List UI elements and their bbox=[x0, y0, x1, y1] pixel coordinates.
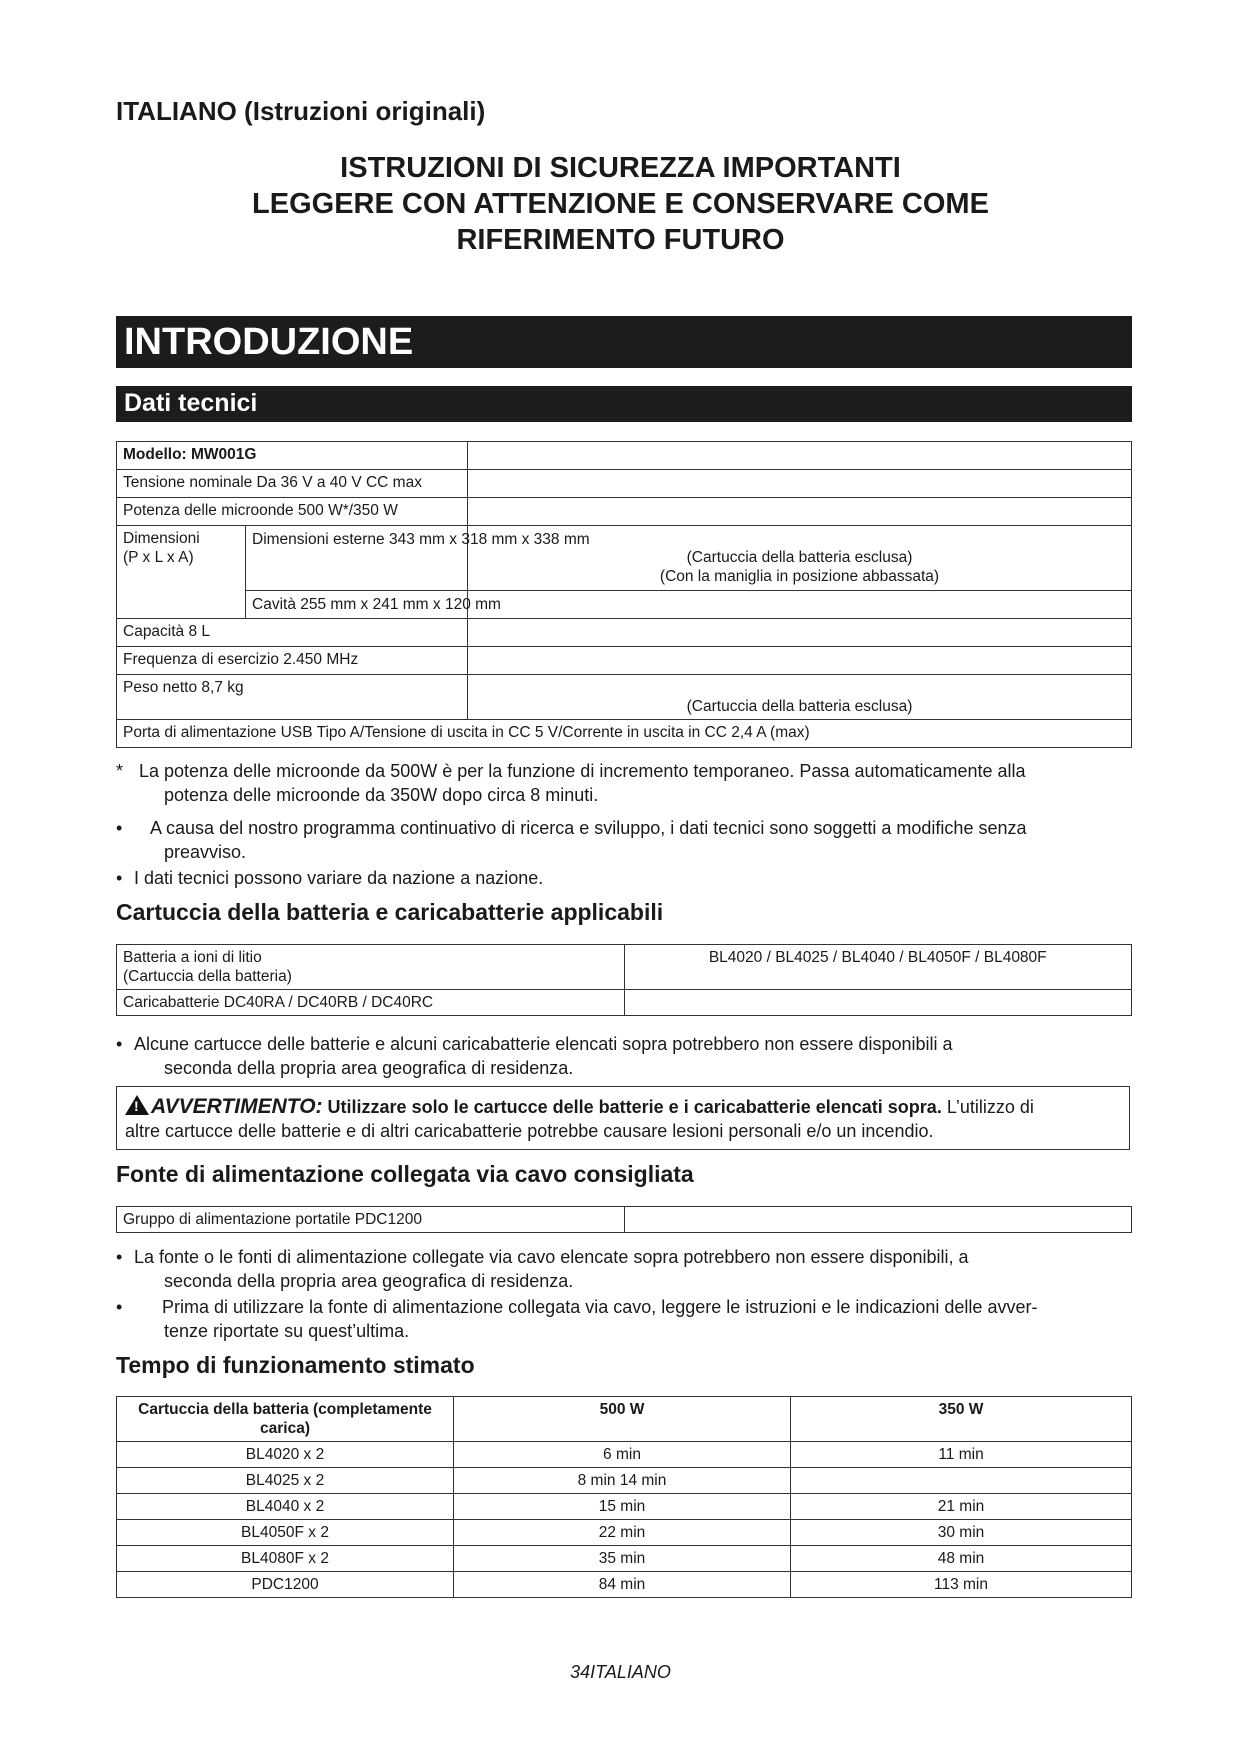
spec-voltage: Tensione nominale Da 36 V a 40 V CC max bbox=[117, 470, 468, 498]
runtime-cell: PDC1200 bbox=[117, 1572, 454, 1598]
spec-frequency: Frequenza di esercizio 2.450 MHz bbox=[117, 647, 468, 675]
runtime-cell: 84 min bbox=[454, 1572, 791, 1598]
table-row bbox=[117, 498, 1132, 526]
table-row bbox=[117, 619, 1132, 647]
spec-table bbox=[116, 441, 1132, 748]
note-text: seconda della propria area geografica di residenza. bbox=[164, 1271, 574, 1291]
spec-note bbox=[116, 866, 1126, 890]
table-row bbox=[117, 990, 1132, 1016]
note-text: tenze riportate su quest’ultima. bbox=[164, 1321, 410, 1341]
dimensions-sub: (P x L x A) bbox=[123, 549, 194, 566]
warning-icon: ! bbox=[125, 1095, 149, 1115]
note-mark: * bbox=[116, 761, 124, 781]
cable-note: • La fonte o le fonti di alimentazione collegate via cavo elencate sopra potrebbero non essere disponibili, a seconda della propria area geografica di residenza. bbox=[116, 1245, 1126, 1293]
external-text: Dimensioni esterne 343 mm x 318 mm x 338 mm bbox=[252, 531, 590, 548]
table-row bbox=[117, 945, 1132, 990]
cable-source: Gruppo di alimentazione portatile PDC1200 bbox=[117, 1207, 625, 1233]
runtime-cell: 8 min 14 min bbox=[454, 1468, 791, 1494]
note-text: I dati tecnici possono variare da nazione a nazione. bbox=[134, 868, 544, 888]
warning-text: altre cartucce delle batterie e di altri caricabatterie potrebbe causare lesioni personali e/o un incendio. bbox=[125, 1121, 934, 1141]
spec-model: Modello: MW001G bbox=[117, 442, 468, 470]
runtime-header: 350 W bbox=[791, 1397, 1132, 1442]
runtime-section-title: Tempo di funzionamento stimato bbox=[116, 1352, 475, 1378]
spec-usb: Porta di alimentazione USB Tipo A/Tensione di uscita in CC 5 V/Corrente in uscita in CC 2,4 A (max) bbox=[117, 720, 1132, 748]
table-row bbox=[117, 526, 1132, 591]
runtime-cell: 30 min bbox=[791, 1520, 1132, 1546]
table-row bbox=[117, 647, 1132, 675]
language-heading: ITALIANO (Istruzioni originali) bbox=[116, 96, 486, 126]
cavity-text: Cavità 255 mm x 241 mm x 120 mm bbox=[252, 596, 501, 613]
battery-models: BL4020 / BL4025 / BL4040 / BL4050F / BL4080F bbox=[624, 945, 1132, 990]
table-row bbox=[117, 442, 1132, 470]
safety-line: ISTRUZIONI DI SICUREZZA IMPORTANTI bbox=[340, 152, 901, 184]
runtime-header: 500 W bbox=[454, 1397, 791, 1442]
cable-section-title: Fonte di alimentazione collegata via cavo consigliata bbox=[116, 1161, 694, 1187]
note-text: Alcune cartucce delle batterie e alcuni caricabatterie elencati sopra potrebbero non essere disponibili a bbox=[134, 1034, 953, 1054]
battery-section-title: Cartuccia della batteria e caricabatterie applicabili bbox=[116, 899, 664, 925]
warning-bold-text: Utilizzare solo le cartucce delle batterie e i caricabatterie elencati sopra. bbox=[327, 1097, 942, 1117]
spec-weight-note: (Cartuccia della batteria esclusa) bbox=[468, 675, 1132, 720]
runtime-cell: BL4040 x 2 bbox=[117, 1494, 454, 1520]
spec-weight: Peso netto 8,7 kg bbox=[117, 675, 468, 720]
runtime-cell: 15 min bbox=[454, 1494, 791, 1520]
safety-line: RIFERIMENTO FUTURO bbox=[456, 224, 785, 256]
note-mark: • bbox=[116, 818, 123, 838]
warning-box bbox=[116, 1086, 1130, 1150]
note-text: preavviso. bbox=[164, 842, 247, 862]
table-row bbox=[117, 675, 1132, 720]
charger-models: Caricabatterie DC40RA / DC40RB / DC40RC bbox=[117, 990, 625, 1016]
external-note: (Con la maniglia in posizione abbassata) bbox=[659, 568, 940, 585]
battery-label bbox=[117, 945, 625, 990]
runtime-cell: 48 min bbox=[791, 1546, 1132, 1572]
note-text: seconda della propria area geografica di residenza. bbox=[164, 1058, 574, 1078]
runtime-cell: BL4050F x 2 bbox=[117, 1520, 454, 1546]
runtime-cell: 113 min bbox=[791, 1572, 1132, 1598]
note-text: potenza delle microonde da 350W dopo circa 8 minuti. bbox=[164, 785, 599, 805]
battery-note: • Alcune cartucce delle batterie e alcuni caricabatterie elencati sopra potrebbero non essere disponibili a seconda della propria area geografica di residenza. bbox=[116, 1032, 1126, 1080]
table-row bbox=[117, 1494, 1132, 1520]
spec-cavity bbox=[246, 591, 501, 619]
spec-power: Potenza delle microonde 500 W*/350 W bbox=[117, 498, 468, 526]
external-note: (Cartuccia della batteria esclusa) bbox=[686, 549, 913, 566]
table-row bbox=[117, 591, 1132, 619]
note-text: La fonte o le fonti di alimentazione collegate via cavo elencate sopra potrebbero non essere disponibili, a bbox=[134, 1247, 969, 1267]
battery-label-line: (Cartuccia della batteria) bbox=[123, 968, 292, 985]
spec-note bbox=[116, 816, 1126, 864]
spec-capacity: Capacità 8 L bbox=[117, 619, 468, 647]
note-text: La potenza delle microonde da 500W è per la funzione di incremento temporaneo. Passa automaticamente alla bbox=[139, 761, 1026, 781]
spec-note bbox=[116, 759, 1126, 807]
runtime-cell: 21 min bbox=[791, 1494, 1132, 1520]
note-mark: • bbox=[116, 868, 123, 888]
safety-heading bbox=[0, 150, 1241, 258]
runtime-cell: BL4080F x 2 bbox=[117, 1546, 454, 1572]
cable-table bbox=[116, 1206, 1132, 1233]
dimensions-label: Dimensioni bbox=[123, 530, 200, 547]
spec-external bbox=[246, 526, 590, 591]
runtime-cell: BL4020 x 2 bbox=[117, 1442, 454, 1468]
table-header-row bbox=[117, 1397, 1132, 1442]
runtime-cell: 22 min bbox=[454, 1520, 791, 1546]
subsection-title: Dati tecnici bbox=[116, 386, 1132, 422]
runtime-cell: 6 min bbox=[454, 1442, 791, 1468]
runtime-table bbox=[116, 1396, 1132, 1598]
note-text: A causa del nostro programma continuativo di ricerca e sviluppo, i dati tecnici sono soggetti a modifiche senza bbox=[150, 818, 1027, 838]
runtime-header: Cartuccia della batteria (completamente carica) bbox=[117, 1397, 454, 1442]
runtime-cell: BL4025 x 2 bbox=[117, 1468, 454, 1494]
table-row bbox=[117, 1468, 1132, 1494]
safety-line: LEGGERE CON ATTENZIONE E CONSERVARE COME bbox=[252, 188, 989, 220]
runtime-cell: 11 min bbox=[791, 1442, 1132, 1468]
table-row bbox=[117, 720, 1132, 748]
table-row bbox=[117, 1442, 1132, 1468]
battery-label-line: Batteria a ioni di litio bbox=[123, 949, 262, 966]
spec-dimensions-label bbox=[117, 526, 246, 619]
table-row bbox=[117, 1207, 1132, 1233]
runtime-cell bbox=[791, 1468, 1132, 1494]
warning-text: L’utilizzo di bbox=[946, 1097, 1034, 1117]
table-row bbox=[117, 1520, 1132, 1546]
table-row bbox=[117, 1546, 1132, 1572]
page-footer: 34ITALIANO bbox=[570, 1662, 671, 1682]
table-row bbox=[117, 470, 1132, 498]
section-title: INTRODUZIONE bbox=[116, 316, 1132, 368]
cable-note: • Prima di utilizzare la fonte di alimentazione collegata via cavo, leggere le istruzioni e le indicazioni delle avver- tenze riportate su quest’ultima. bbox=[116, 1295, 1126, 1343]
battery-table bbox=[116, 944, 1132, 1016]
runtime-cell: 35 min bbox=[454, 1546, 791, 1572]
note-text: Prima di utilizzare la fonte di alimentazione collegata via cavo, leggere le istruzioni e le indicazioni delle avver- bbox=[162, 1297, 1038, 1317]
table-row bbox=[117, 1572, 1132, 1598]
warning-label: AVVERTIMENTO: bbox=[151, 1095, 323, 1118]
